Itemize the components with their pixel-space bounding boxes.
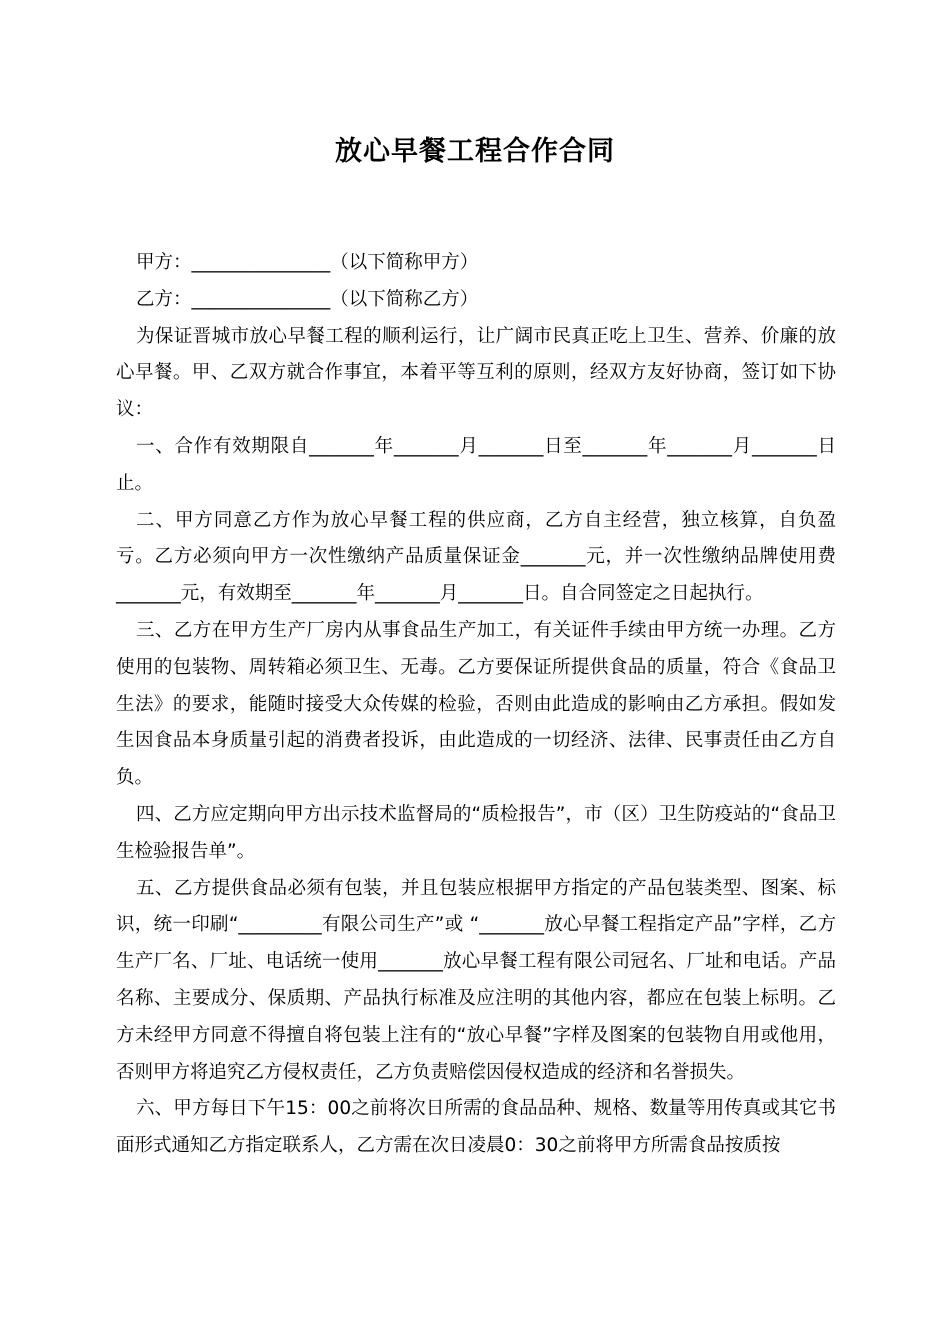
- preamble-paragraph: 为保证晋城市放心早餐工程的顺利运行，让广阔市民真正吃上卫生、营养、价廉的放心早餐。甲、乙双方就合作事宜，本着平等互利的原则，经双方友好协商，签订如下协议：: [116, 325, 836, 421]
- party-a-line: 甲方：_______________（以下简称甲方）: [136, 252, 479, 273]
- clause-4-paragraph: 四、乙方应定期向甲方出示技术监督局的“质检报告”，市（区）卫生防疫站的“食品卫生检验报告单”。: [116, 803, 836, 862]
- clause-1-paragraph: 一、合作有效期限自_______年_______月_______日至_______年_______月_______日止。: [116, 435, 836, 494]
- document-body: [116, 245, 836, 1165]
- clause-6-paragraph: 六、甲方每日下午15：00之前将次日所需的食品品种、规格、数量等用传真或其它书面形式通知乙方指定联系人，乙方需在次日凌晨0：30之前将甲方所需食品按质按: [116, 1098, 836, 1157]
- clause-5-paragraph: 五、乙方提供食品必须有包装，并且包装应根据甲方指定的产品包装类型、图案、标识，统一印刷“_________有限公司生产”或 “_______放心早餐工程指定产品”字样，乙方生产厂名、厂址、电话统一使用_______放心早餐工程有限公司冠名、厂址和电话。产品名称、主要成分、保质期、产品执行标准及应注明的其他内容，都应在包装上标明。乙方未经甲方同意不得擅自将包装上注有的“放心早餐”字样及图案的包装物自用或他用，否则甲方将追究乙方侵权责任，乙方负责赔偿因侵权造成的经济和名誉损失。: [116, 877, 836, 1083]
- document-title: 放心早餐工程合作合同: [335, 136, 615, 167]
- party-b-line: 乙方：_______________（以下简称乙方）: [136, 288, 479, 310]
- clause-2-paragraph: 二、甲方同意乙方作为放心早餐工程的供应商，乙方自主经营，独立核算，自负盈亏。乙方必须向甲方一次性缴纳产品质量保证金_______元，并一次性缴纳品牌使用费_______元，有效期至_______年_______月_______日。自合同签定之日起执行。: [116, 509, 836, 605]
- clause-3-paragraph: 三、乙方在甲方生产厂房内从事食品生产加工，有关证件手续由甲方统一办理。乙方使用的包装物、周转箱必须卫生、无毒。乙方要保证所提供食品的质量，符合《食品卫生法》的要求，能随时接受大众传媒的检验，否则由此造成的影响由乙方承担。假如发生因食品本身质量引起的消费者投诉，由此造成的一切经济、法律、民事责任由乙方自负。: [116, 619, 836, 789]
